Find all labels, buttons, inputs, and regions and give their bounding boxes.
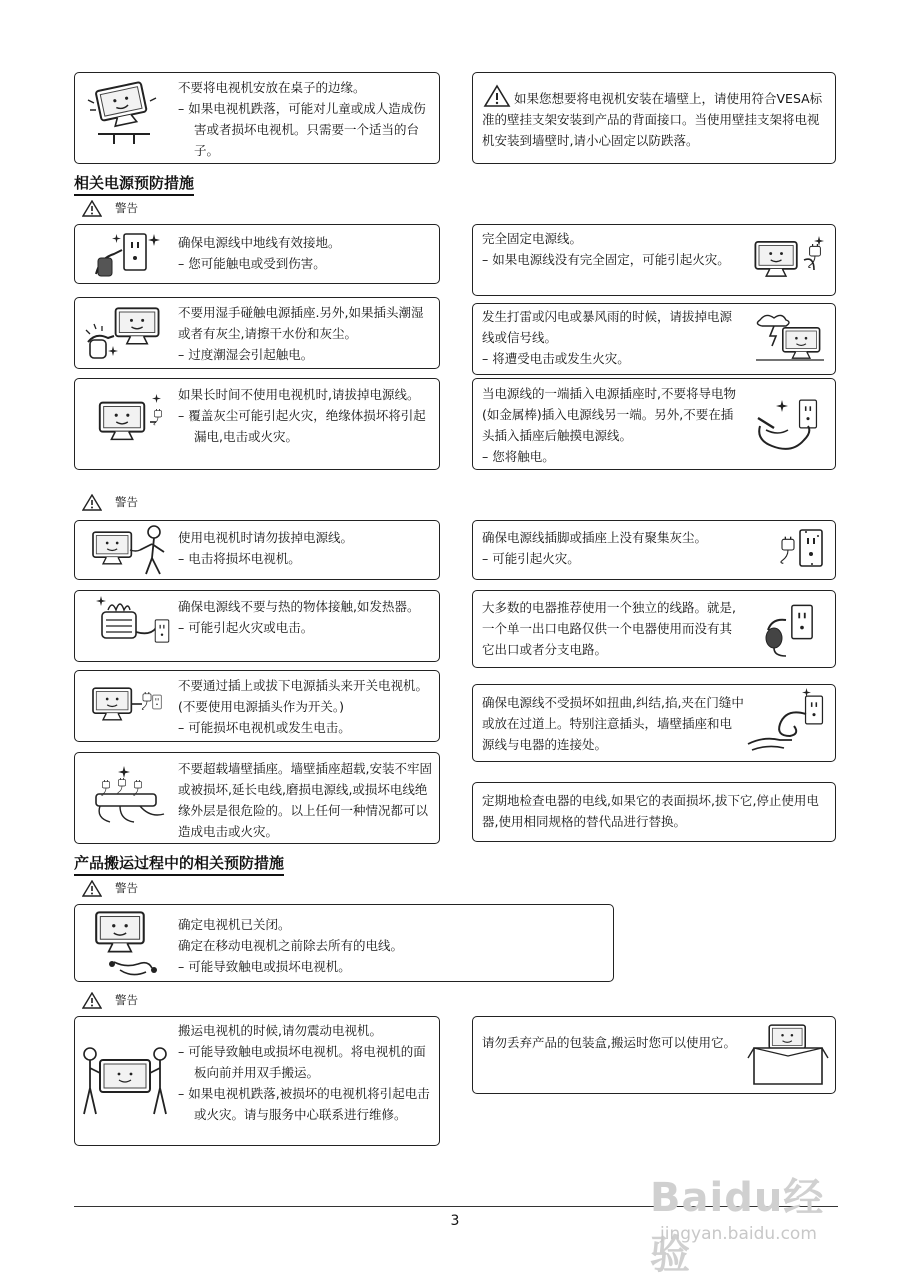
tip-text-unplug-long <box>178 384 434 447</box>
tip-line: 确保电源线插脚或插座上没有聚集灰尘。 <box>482 530 708 545</box>
tip-text-fix-cord <box>482 228 744 270</box>
tip-line: 如果您想要将电视机安装在墙壁上，请使用符合VESA标准的壁挂支架安装到产品的背面接口。当使用壁挂支架将电视机安装到墙壁时,请小心固定以防跌落。 <box>482 91 823 148</box>
tip-line: 确保电源线不要与热的物体接触,如发热器。 <box>178 599 420 614</box>
tv-plug-switch-illustration <box>86 682 164 732</box>
warning-label: 警告 <box>115 495 138 509</box>
warning-triangle-icon <box>82 880 102 897</box>
tip-line: – 可能引起火灾。 <box>482 551 580 566</box>
tip-text-cord-damage <box>482 692 744 755</box>
tip-line: – 您将触电。 <box>482 449 555 464</box>
tip-line: 定期地检查电器的电线,如果它的表面损坏,拔下它,停止使用电器,使用相同规格的替代品进行替换。 <box>482 793 819 829</box>
two-people-carrying-tv-illustration <box>80 1044 170 1120</box>
tip-text-wall-mount <box>482 88 830 151</box>
tip-line: 确定电视机已关闭。 <box>178 917 291 932</box>
tip-line: – 可能引起火灾或电击。 <box>178 620 314 635</box>
warning-triangle-icon <box>82 200 102 217</box>
tip-line: 确保电源线中地线有效接地。 <box>178 235 341 250</box>
tip-line: 不要通过插上或拔下电源插头来开关电视机。(不要使用电源插头作为开关。) <box>178 678 429 714</box>
cord-near-heater-illustration <box>94 592 174 658</box>
tip-line: 确保电源线不受损坏如扭曲,纠结,掐,夹在门缝中或放在过道上。特别注意插头，墙壁插座和电源线与电器的连接处。 <box>482 695 744 752</box>
baidu-watermark <box>642 1164 857 1278</box>
tip-line: – 电击将损坏电视机。 <box>178 551 301 566</box>
tip-text-no-unplug-while-use <box>178 527 434 569</box>
tip-line: 不要将电视机安放在桌子的边缘。 <box>178 80 366 95</box>
tip-text-table-edge <box>178 77 434 161</box>
tip-text-dedicated-circuit <box>482 597 744 660</box>
tip-line: – 可能导致触电或损坏电视机。将电视机的面板向前并用双手搬运。 <box>178 1044 426 1080</box>
tip-line: – 如果电源线没有完全固定，可能引起火灾。 <box>482 252 730 267</box>
page-number: 3 <box>450 1213 460 1229</box>
tip-line: – 如果电视机跌落，可能对儿童或成人造成伤害或者损坏电视机。只需要一个适当的台子。 <box>178 101 426 158</box>
watermark-url: jingyan.baidu.com <box>660 1224 817 1244</box>
tip-line: 不要超载墙壁插座。墙壁插座超载,安装不牢固或被损坏,延长电线,磨损电源线,或损坏电线绝缘外层是很危险的。以上任何一种情况都可以造成电击或火灾。 <box>178 761 432 839</box>
tip-text-keep-packaging <box>482 1032 744 1053</box>
tip-text-power-off-move <box>178 914 608 977</box>
watermark-brand: Baidu经验 <box>650 1175 825 1278</box>
tip-line: – 将遭受电击或发生火灾。 <box>482 351 630 366</box>
warning-label: 警告 <box>115 993 138 1007</box>
tv-in-box-illustration <box>746 1020 830 1086</box>
section-heading-transport: 产品搬运过程中的相关预防措施 <box>74 852 284 876</box>
wall-outlet-shock-illustration <box>88 228 164 280</box>
tip-line: – 覆盖灰尘可能引起火灾，绝缘体损坏将引起漏电,电击或火灾。 <box>178 408 426 444</box>
tip-text-wet-hands <box>178 302 434 365</box>
dusty-outlet-illustration <box>774 522 830 578</box>
wet-hand-plug-illustration <box>84 302 168 364</box>
warning-triangle-icon <box>82 992 102 1009</box>
tip-line: – 可能导致触电或损坏电视机。 <box>178 959 351 974</box>
tip-line: – 过度潮湿会引起触电。 <box>178 347 314 362</box>
warning-label: 警告 <box>115 881 138 895</box>
tip-text-lightning <box>482 306 744 369</box>
tip-line: 发生打雷或闪电或暴风雨的时候，请拔掉电源线或信号线。 <box>482 309 733 345</box>
tip-text-heat <box>178 596 434 638</box>
tip-text-plug-as-switch <box>178 675 434 738</box>
tip-text-dust-plug <box>482 527 744 569</box>
tip-line: 搬运电视机的时候,请勿震动电视机。 <box>178 1023 382 1038</box>
tip-line: 如果长时间不使用电视机时,请拔掉电源线。 <box>178 387 420 402</box>
tip-line: 请勿丢弃产品的包装盒,搬运时您可以使用它。 <box>482 1035 736 1050</box>
tip-line: 使用电视机时请勿拔掉电源线。 <box>178 530 354 545</box>
tip-line: 当电源线的一端插入电源插座时,不要将导电物(如金属棒)插入电源线另一端。另外,不要在插头插入插座后触摸电源线。 <box>482 386 736 443</box>
tip-line: 不要用湿手碰触电源插座.另外,如果插头潮湿或者有灰尘,请擦干水份和灰尘。 <box>178 305 424 341</box>
section-heading-power: 相关电源预防措施 <box>74 172 194 196</box>
overloaded-power-strip-illustration <box>90 766 170 826</box>
tv-falling-off-table-illustration <box>84 80 164 146</box>
tip-line: – 可能损坏电视机或发生电击。 <box>178 720 351 735</box>
tip-text-overload <box>178 758 434 842</box>
tip-line: 确定在移动电视机之前除去所有的电线。 <box>178 938 404 953</box>
damaged-cord-hand-illustration <box>746 688 830 756</box>
tip-line: – 如果电视机跌落,被损坏的电视机将引起电击或火灾。请与服务中心联系进行维修。 <box>178 1086 430 1122</box>
tv-loose-cord-fire-illustration <box>748 236 828 288</box>
tv-with-cables-illustration <box>86 906 170 980</box>
tv-unplugged-illustration <box>92 392 166 452</box>
tip-text-carry-tv <box>178 1020 434 1125</box>
warning-triangle-icon <box>82 494 102 511</box>
warning-label: 警告 <box>115 201 138 215</box>
tip-text-inspect-cord <box>482 790 830 832</box>
tip-line: 大多数的电器推荐使用一个独立的线路。就是,一个单一出口电路仅供一个电器使用而没有其它出口或者分支电路。 <box>482 600 736 657</box>
tip-text-metal-rod <box>482 383 744 467</box>
lightning-storm-tv-illustration <box>752 310 828 366</box>
cord-metal-rod-illustration <box>752 396 824 458</box>
tip-text-grounding <box>178 232 434 274</box>
single-outlet-plug-illustration <box>762 598 822 660</box>
person-pulling-cord-illustration <box>86 522 170 578</box>
tip-line: – 您可能触电或受到伤害。 <box>178 256 326 271</box>
tip-line: 完全固定电源线。 <box>482 231 583 246</box>
